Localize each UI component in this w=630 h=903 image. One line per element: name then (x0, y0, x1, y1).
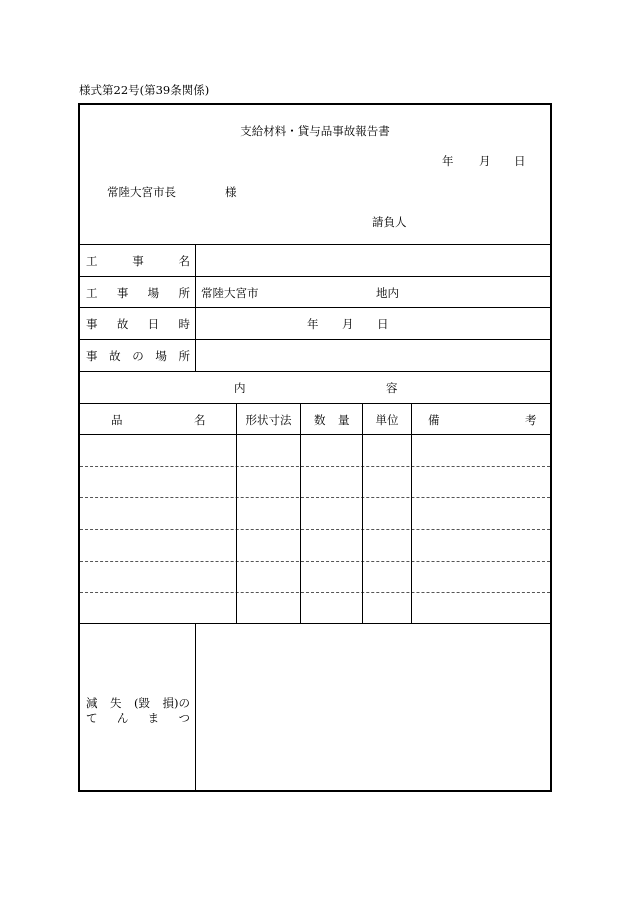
item-row-divider (80, 497, 550, 498)
accident-datetime-label: 事 故 日 時 (86, 317, 190, 331)
item-row-divider (80, 561, 550, 562)
label-column-rule (195, 623, 196, 791)
work-place-label: 工 事 場 所 (86, 286, 190, 300)
contents-header-right: 容 (386, 381, 398, 395)
work-name-field[interactable] (198, 253, 548, 273)
quantity-header-right: 量 (338, 413, 350, 427)
accident-place-label: 事 故 の 場 所 (86, 349, 190, 363)
honorific: 様 (225, 185, 237, 199)
remarks-header-right: 考 (525, 413, 537, 427)
rule (79, 244, 551, 245)
rule (79, 307, 551, 308)
accident-month-label: 月 (342, 317, 354, 331)
date-year-label: 年 (442, 154, 454, 168)
shape-size-header: 形状寸法 (245, 413, 292, 427)
contractor-label: 請負人 (372, 215, 407, 229)
circumstances-label-line2: て ん ま つ (86, 711, 190, 725)
form-number-label: 様式第22号(第39条関係) (79, 83, 210, 97)
work-place-suffix: 地内 (376, 286, 399, 300)
column-rule (411, 403, 412, 623)
column-rule (300, 403, 301, 623)
item-header-right: 名 (194, 413, 206, 427)
accident-day-label: 日 (377, 317, 389, 331)
date-month-label: 月 (479, 154, 491, 168)
unit-header: 単位 (375, 413, 399, 427)
rule (79, 276, 551, 277)
column-rule (236, 403, 237, 623)
item-row-divider (80, 592, 550, 593)
label-column-rule (195, 244, 196, 371)
contents-header-left: 内 (234, 381, 246, 395)
accident-year-label: 年 (307, 317, 319, 331)
date-day-label: 日 (514, 154, 526, 168)
item-header-left: 品 (111, 413, 123, 427)
form-title: 支給材料・貸与品事故報告書 (240, 124, 390, 138)
column-rule (362, 403, 363, 623)
rule (79, 434, 551, 435)
rule (79, 623, 551, 624)
work-name-label: 工 事 名 (86, 254, 190, 268)
work-place-city: 常陸大宮市 (201, 286, 259, 300)
quantity-header-left: 数 (314, 413, 326, 427)
circumstances-field[interactable] (198, 627, 548, 787)
circumstances-label-line1: 減 失 (毀 損)の (86, 696, 190, 710)
rule (79, 403, 551, 404)
rule (79, 339, 551, 340)
item-row-divider (80, 466, 550, 467)
addressee: 常陸大宮市長 (107, 185, 176, 199)
item-row-divider (80, 529, 550, 530)
rule (79, 371, 551, 372)
remarks-header-left: 備 (428, 413, 440, 427)
